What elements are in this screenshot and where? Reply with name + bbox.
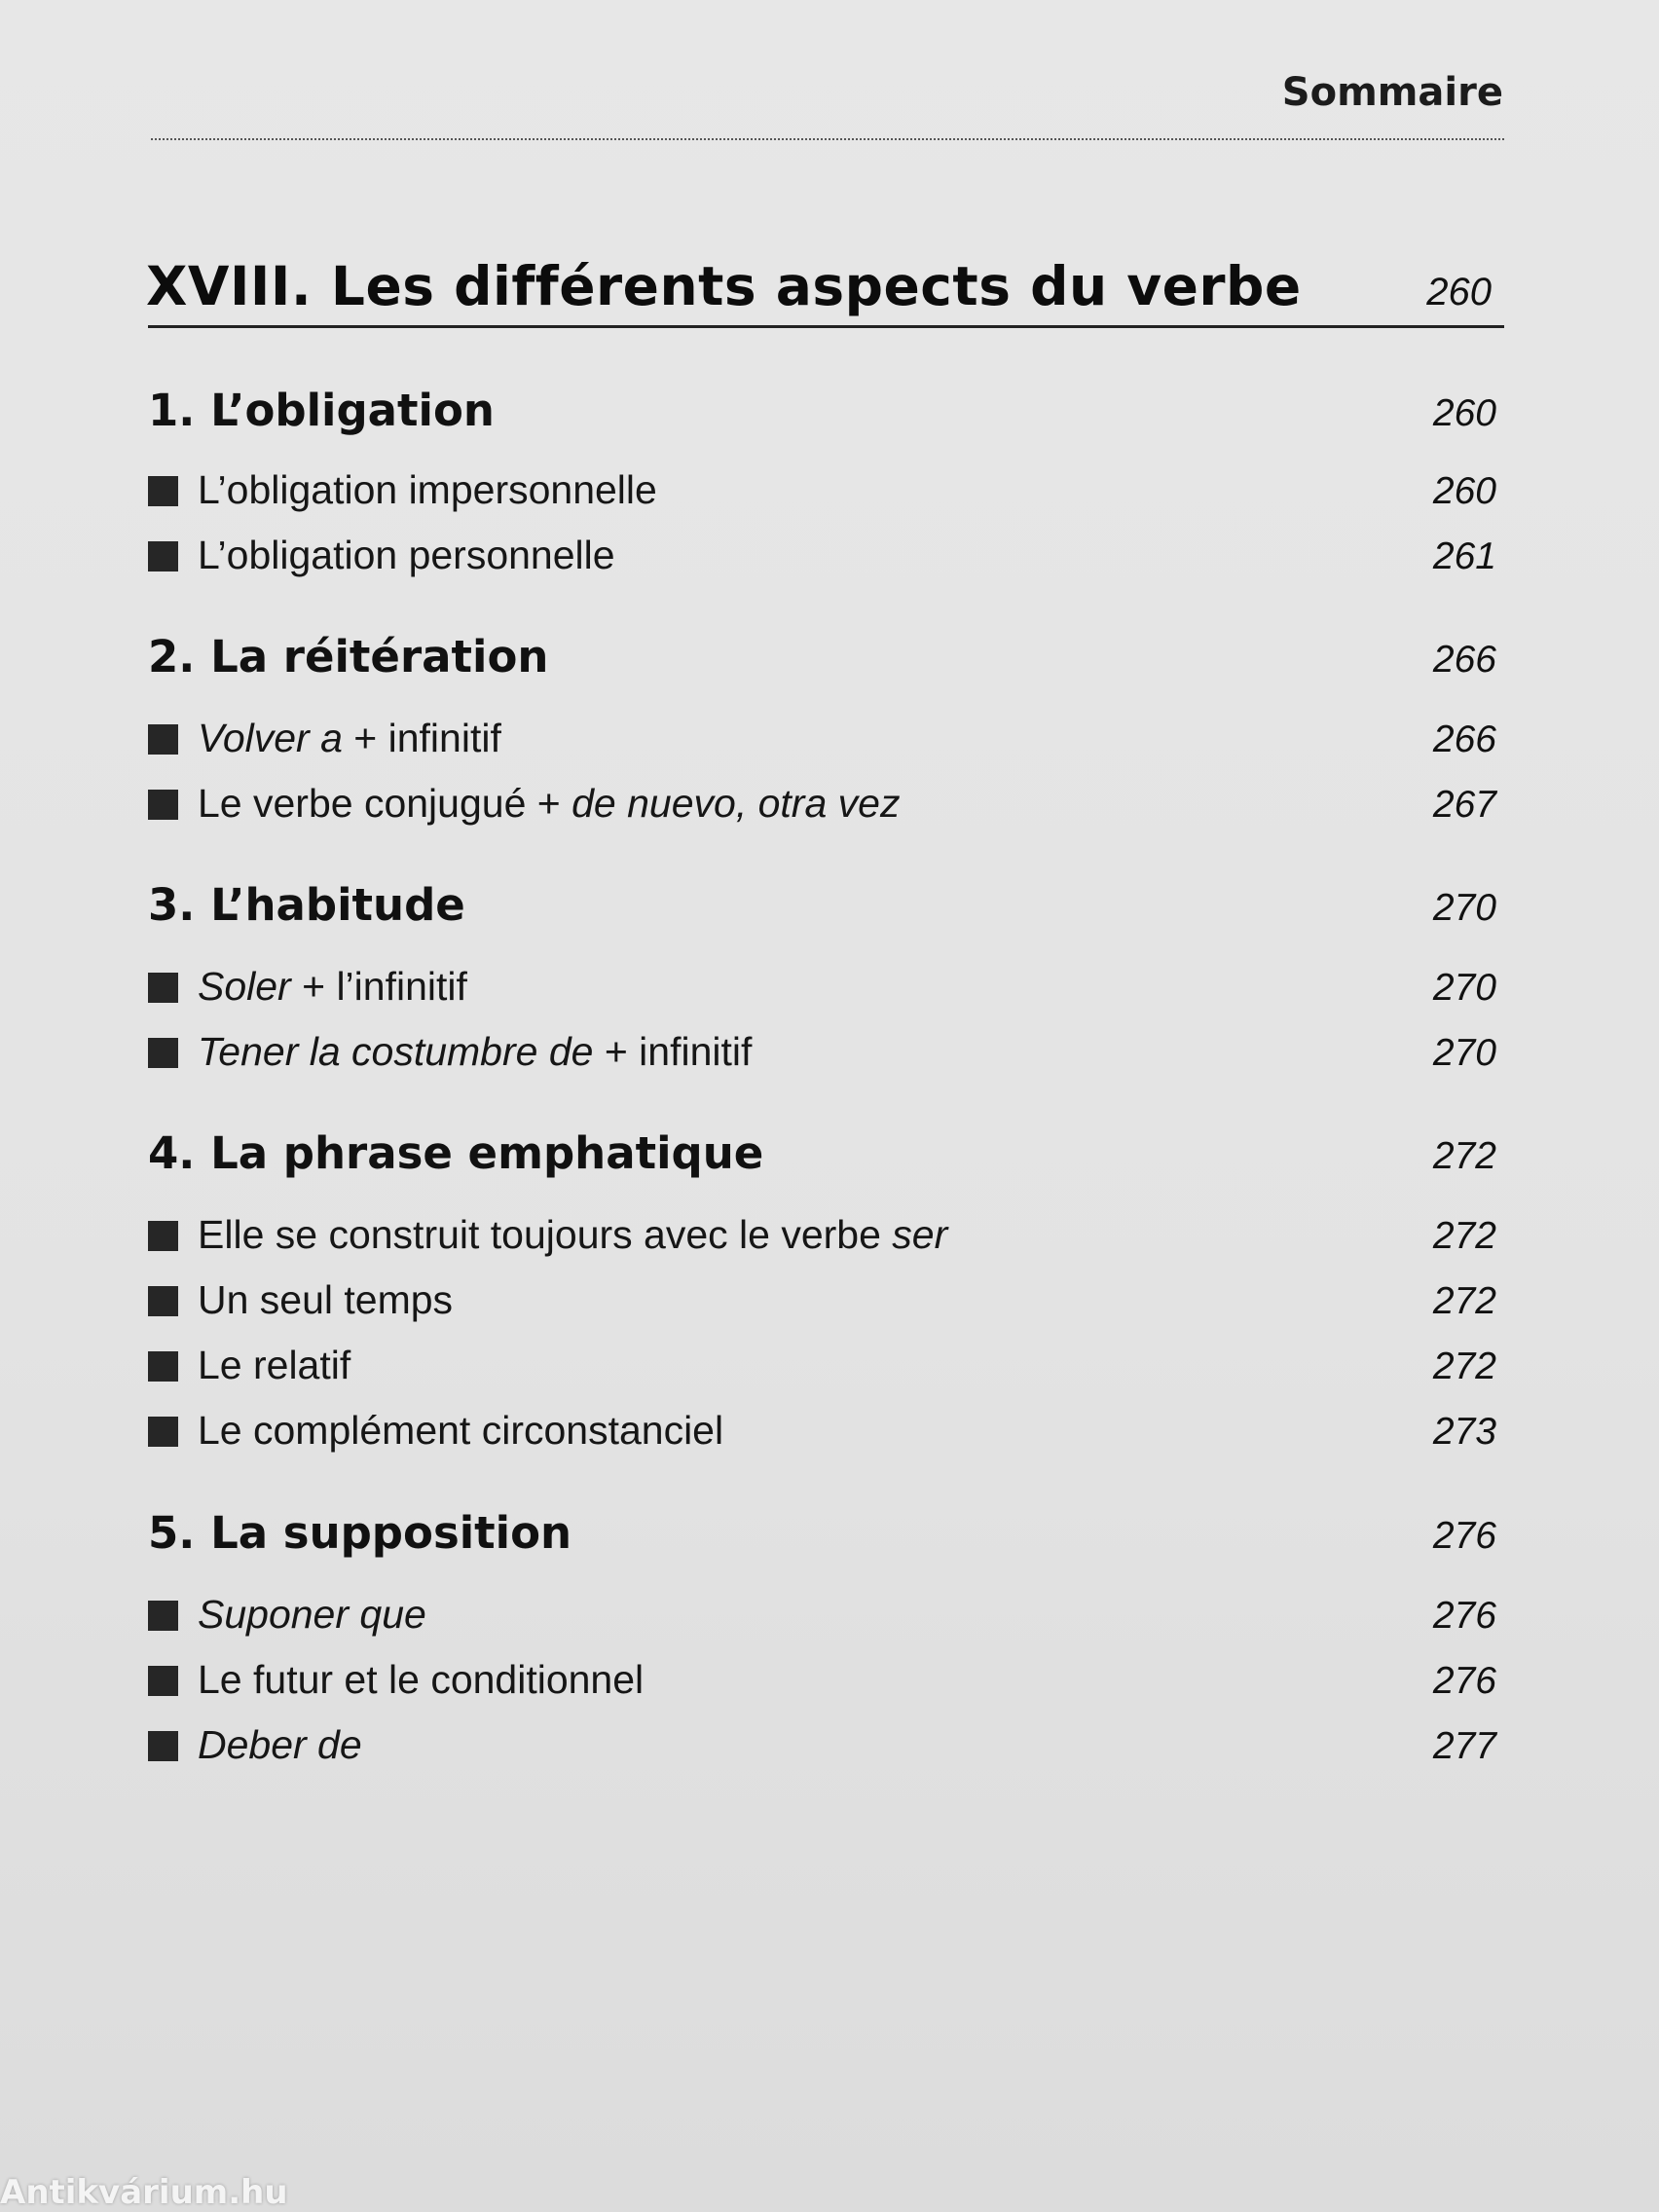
section-heading	[148, 385, 1496, 436]
toc-item-label	[148, 1592, 426, 1638]
toc-item-label	[148, 1408, 723, 1454]
toc-item-page-number: 260	[1432, 470, 1496, 512]
toc-item-page-number: 276	[1432, 1595, 1496, 1637]
header-dotted-rule	[151, 138, 1504, 140]
section-page-number: 266	[1432, 639, 1496, 681]
section-page-number: 276	[1432, 1515, 1496, 1557]
toc-item-text-italic: Volver a	[198, 716, 343, 760]
square-bullet-icon	[148, 1221, 178, 1251]
toc-item-text: + infinitif	[342, 716, 501, 760]
toc-item-text: Le relatif	[198, 1343, 351, 1387]
toc-item-text-italic: Suponer que	[198, 1592, 426, 1637]
toc-item	[148, 467, 1496, 513]
chapter-page-number: 260	[1426, 271, 1492, 313]
toc-item-text: L’obligation personnelle	[198, 533, 615, 577]
toc-item-text: Elle se construit toujours avec le verbe	[198, 1212, 893, 1257]
toc-item-text-italic: ser	[892, 1212, 948, 1257]
square-bullet-icon	[148, 1731, 178, 1761]
section-page-number: 260	[1432, 392, 1496, 434]
toc-item	[148, 1592, 1496, 1638]
section-heading	[148, 1507, 1496, 1559]
toc-item	[148, 1343, 1496, 1388]
toc-item-label	[148, 1029, 752, 1075]
square-bullet-icon	[148, 541, 178, 571]
square-bullet-icon	[148, 973, 178, 1003]
toc-item-text: Un seul temps	[198, 1277, 454, 1322]
section-page-number: 272	[1432, 1135, 1496, 1177]
toc-item-text: Le verbe conjugué +	[198, 781, 572, 826]
toc-item-label	[148, 1722, 362, 1768]
toc-item-page-number: 272	[1432, 1346, 1496, 1387]
toc-item-label	[148, 1343, 350, 1388]
toc-item	[148, 1277, 1496, 1323]
toc-item	[148, 964, 1496, 1010]
toc-item-page-number: 270	[1432, 1032, 1496, 1074]
toc-item-label	[148, 1212, 947, 1258]
section-title: 3. L’habitude	[148, 879, 465, 931]
toc-item-page-number: 272	[1432, 1215, 1496, 1257]
square-bullet-icon	[148, 476, 178, 506]
toc-item-page-number: 277	[1432, 1725, 1496, 1767]
section-title: 4. La phrase emphatique	[148, 1127, 764, 1179]
toc-item-label	[148, 1277, 453, 1323]
toc-item	[148, 1722, 1496, 1768]
running-header: Sommaire	[1281, 70, 1503, 115]
toc-item	[148, 1029, 1496, 1075]
square-bullet-icon	[148, 790, 178, 820]
toc-item-text: Le complément circonstanciel	[198, 1408, 724, 1453]
toc-item-label	[148, 716, 501, 761]
toc-item-page-number: 261	[1432, 535, 1496, 577]
toc-item-page-number: 266	[1432, 719, 1496, 760]
toc-item-label	[148, 467, 657, 513]
toc-item-label	[148, 964, 467, 1010]
toc-item-page-number: 276	[1432, 1660, 1496, 1702]
chapter-title: XVIII. Les différents aspects du verbe	[146, 255, 1302, 317]
toc-item-text-italic: Deber de	[198, 1722, 362, 1767]
section-title: 5. La supposition	[148, 1507, 572, 1559]
toc-item-text: L’obligation impersonnelle	[198, 467, 657, 512]
toc-item	[148, 716, 1496, 761]
section-title: 1. L’obligation	[148, 385, 495, 436]
toc-item	[148, 1408, 1496, 1454]
toc-item-page-number: 267	[1432, 784, 1496, 826]
toc-item-text: + infinitif	[593, 1029, 753, 1074]
toc-item-page-number: 273	[1432, 1411, 1496, 1453]
square-bullet-icon	[148, 1601, 178, 1631]
section-heading	[148, 879, 1496, 931]
toc-item-text-italic: de nuevo, otra vez	[571, 781, 901, 826]
section-heading	[148, 1127, 1496, 1179]
toc-item-label	[148, 1657, 644, 1703]
square-bullet-icon	[148, 1666, 178, 1696]
toc-item-page-number: 270	[1432, 967, 1496, 1009]
toc-item-text: + l’infinitif	[290, 964, 467, 1009]
square-bullet-icon	[148, 1038, 178, 1068]
watermark-text: Antikvárium.hu	[0, 2173, 288, 2212]
square-bullet-icon	[148, 724, 178, 755]
square-bullet-icon	[148, 1286, 178, 1316]
chapter-rule	[148, 325, 1504, 328]
section-title: 2. La réitération	[148, 631, 549, 682]
section-page-number: 270	[1432, 887, 1496, 929]
toc-item-label	[148, 533, 615, 578]
toc-item-text-italic: Tener la costumbre de	[198, 1029, 594, 1074]
toc-item-label	[148, 781, 900, 827]
toc-item-text: Le futur et le conditionnel	[198, 1657, 645, 1702]
square-bullet-icon	[148, 1417, 178, 1447]
toc-item	[148, 781, 1496, 827]
square-bullet-icon	[148, 1351, 178, 1382]
toc-item	[148, 1657, 1496, 1703]
toc-item-text-italic: Soler	[198, 964, 291, 1009]
toc-item-page-number: 272	[1432, 1280, 1496, 1322]
toc-item	[148, 533, 1496, 578]
section-heading	[148, 631, 1496, 682]
toc-item	[148, 1212, 1496, 1258]
chapter-heading	[146, 255, 1509, 317]
